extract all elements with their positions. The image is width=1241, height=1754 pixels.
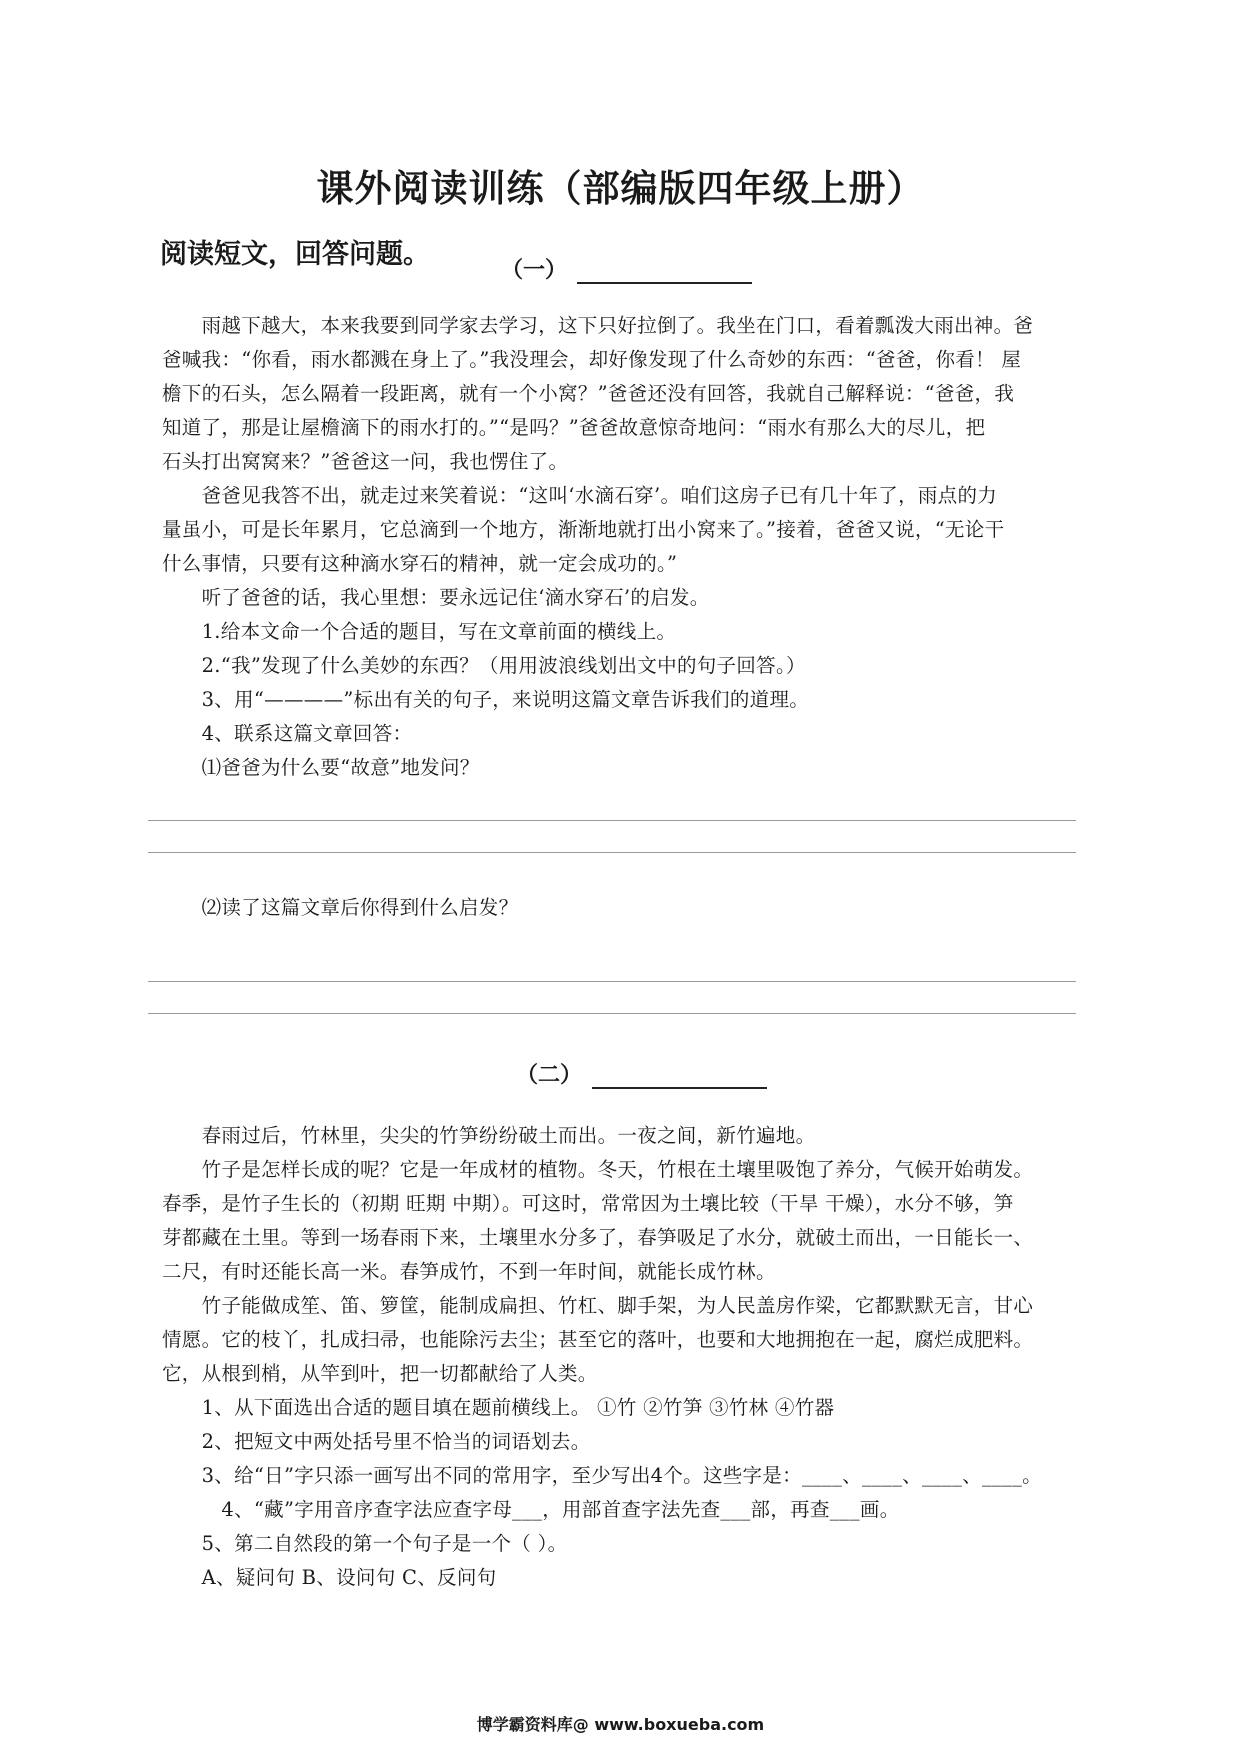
text-line: 竹子能做成笙、笛、箩筐，能制成扁担、竹杠、脚手架，为人民盖房作梁，它都默默无言，甘心: [162, 1294, 1034, 1317]
answer-line[interactable]: [148, 981, 1076, 982]
question-2: 2.“我”发现了什么美妙的东西？（用用波浪线划出文中的句子回答。）: [162, 654, 806, 677]
question-1: 1、从下面选出合适的题目填在题前横线上。 ①竹 ②竹笋 ③竹林 ④竹器: [162, 1396, 835, 1419]
text-line: 春雨过后，竹林里，尖尖的竹笋纷纷破土而出。一夜之间，新竹遍地。: [162, 1124, 816, 1147]
footer-watermark: 博学霸资料库@ www.boxueba.com: [476, 1715, 765, 1734]
text-line: 春季，是竹子生长的（初期 旺期 中期）。可这时，常常因为土壤比较（干旱 干燥），水分不够，笋: [162, 1192, 1014, 1215]
text-line: 知道了，那是让屋檐滴下的雨水打的。”“是吗？”爸爸故意惊奇地问：“雨水有那么大的尽儿，把: [162, 416, 986, 439]
question-4-2: ⑵读了这篇文章后你得到什么启发？: [162, 896, 519, 919]
section-2-heading: [516, 1058, 767, 1089]
answer-line[interactable]: [148, 852, 1076, 853]
question-3: 3、给“日”字只添一画写出不同的常用字，至少写出4个。这些字是：____、____、____、____。: [162, 1464, 1042, 1487]
text-line: 石头打出窝窝来？”爸爸这一问，我也愣住了。: [162, 450, 569, 473]
answer-line[interactable]: [148, 820, 1076, 821]
answer-line[interactable]: [148, 1013, 1076, 1014]
text-line: 它，从根到梢，从竿到叶，把一切都献给了人类。: [162, 1362, 598, 1385]
question-2: 2、把短文中两处括号里不恰当的词语划去。: [162, 1430, 591, 1453]
section-1-label: （一）: [501, 257, 568, 283]
text-line: 听了爸爸的话，我心里想：要永远记住‘滴水穿石’的启发。: [162, 586, 710, 609]
text-line: 量虽小，可是长年累月，它总滴到一个地方，渐渐地就打出小窝来了。”接着，爸爸又说，“无论干: [162, 518, 1005, 541]
text-line: 二尺，有时还能长高一米。春笋成竹，不到一年时间，就能长成竹林。: [162, 1260, 776, 1283]
section-1-body: [162, 309, 1033, 785]
text-line: 檐下的石头，怎么隔着一段距离，就有一个小窝？”爸爸还没有回答，我就自己解释说：“爸爸，我: [162, 382, 1015, 405]
text-line: 情愿。它的枝丫，扎成扫帚，也能除污去尘；甚至它的落叶，也要和大地拥抱在一起，腐烂成肥料。: [162, 1328, 1034, 1351]
section-2-label: （二）: [516, 1062, 583, 1088]
question-3: 3、用“————”标出有关的句子，来说明这篇文章告诉我们的道理。: [162, 688, 810, 711]
text-line: 竹子是怎样长成的呢？它是一年成材的植物。冬天，竹根在土壤里吸饱了养分，气候开始萌发。: [162, 1158, 1034, 1181]
question-4: 4、联系这篇文章回答：: [162, 722, 413, 745]
question-1: 1.给本文命一个合适的题目，写在文章前面的横线上。: [162, 620, 677, 643]
text-line: 爸爸见我答不出，就走过来笑着说：“这叫‘水滴石穿’。咱们这房子已有几十年了，雨点的力: [162, 484, 998, 507]
text-line: 什么事情，只要有这种滴水穿石的精神，就一定会成功的。”: [162, 552, 678, 575]
question-4-1: ⑴爸爸为什么要“故意”地发问？: [162, 756, 480, 779]
instruction-heading: 阅读短文，回答问题。: [160, 239, 430, 270]
text-line: 爸喊我：“你看，雨水都溅在身上了。”我没理会，却好像发现了什么奇妙的东西：“爸爸，你看！ 屋: [162, 348, 1022, 371]
section-2-title-blank[interactable]: [592, 1065, 767, 1089]
page-title: 课外阅读训练（部编版四年级上册）: [316, 166, 925, 210]
text-line: 雨越下越大，本来我要到同学家去学习，这下只好拉倒了。我坐在门口，看着瓢泼大雨出神。爸: [162, 314, 1034, 337]
text-line: 芽都藏在土里。等到一场春雨下来，土壤里水分多了，春笋吸足了水分，就破土而出，一日能长一、: [162, 1226, 1034, 1249]
question-5-options: A、疑问句 B、设问句 C、反问句: [162, 1566, 497, 1589]
question-4: 4、“藏”字用音序查字法应查字母___，用部首查字法先查___部，再查___画。: [162, 1498, 900, 1521]
question-5: 5、第二自然段的第一个句子是一个（ ）。: [162, 1532, 568, 1555]
section-2-body: [162, 1119, 1042, 1595]
section-1-title-blank[interactable]: [577, 260, 752, 284]
section-1-heading: [501, 253, 752, 284]
